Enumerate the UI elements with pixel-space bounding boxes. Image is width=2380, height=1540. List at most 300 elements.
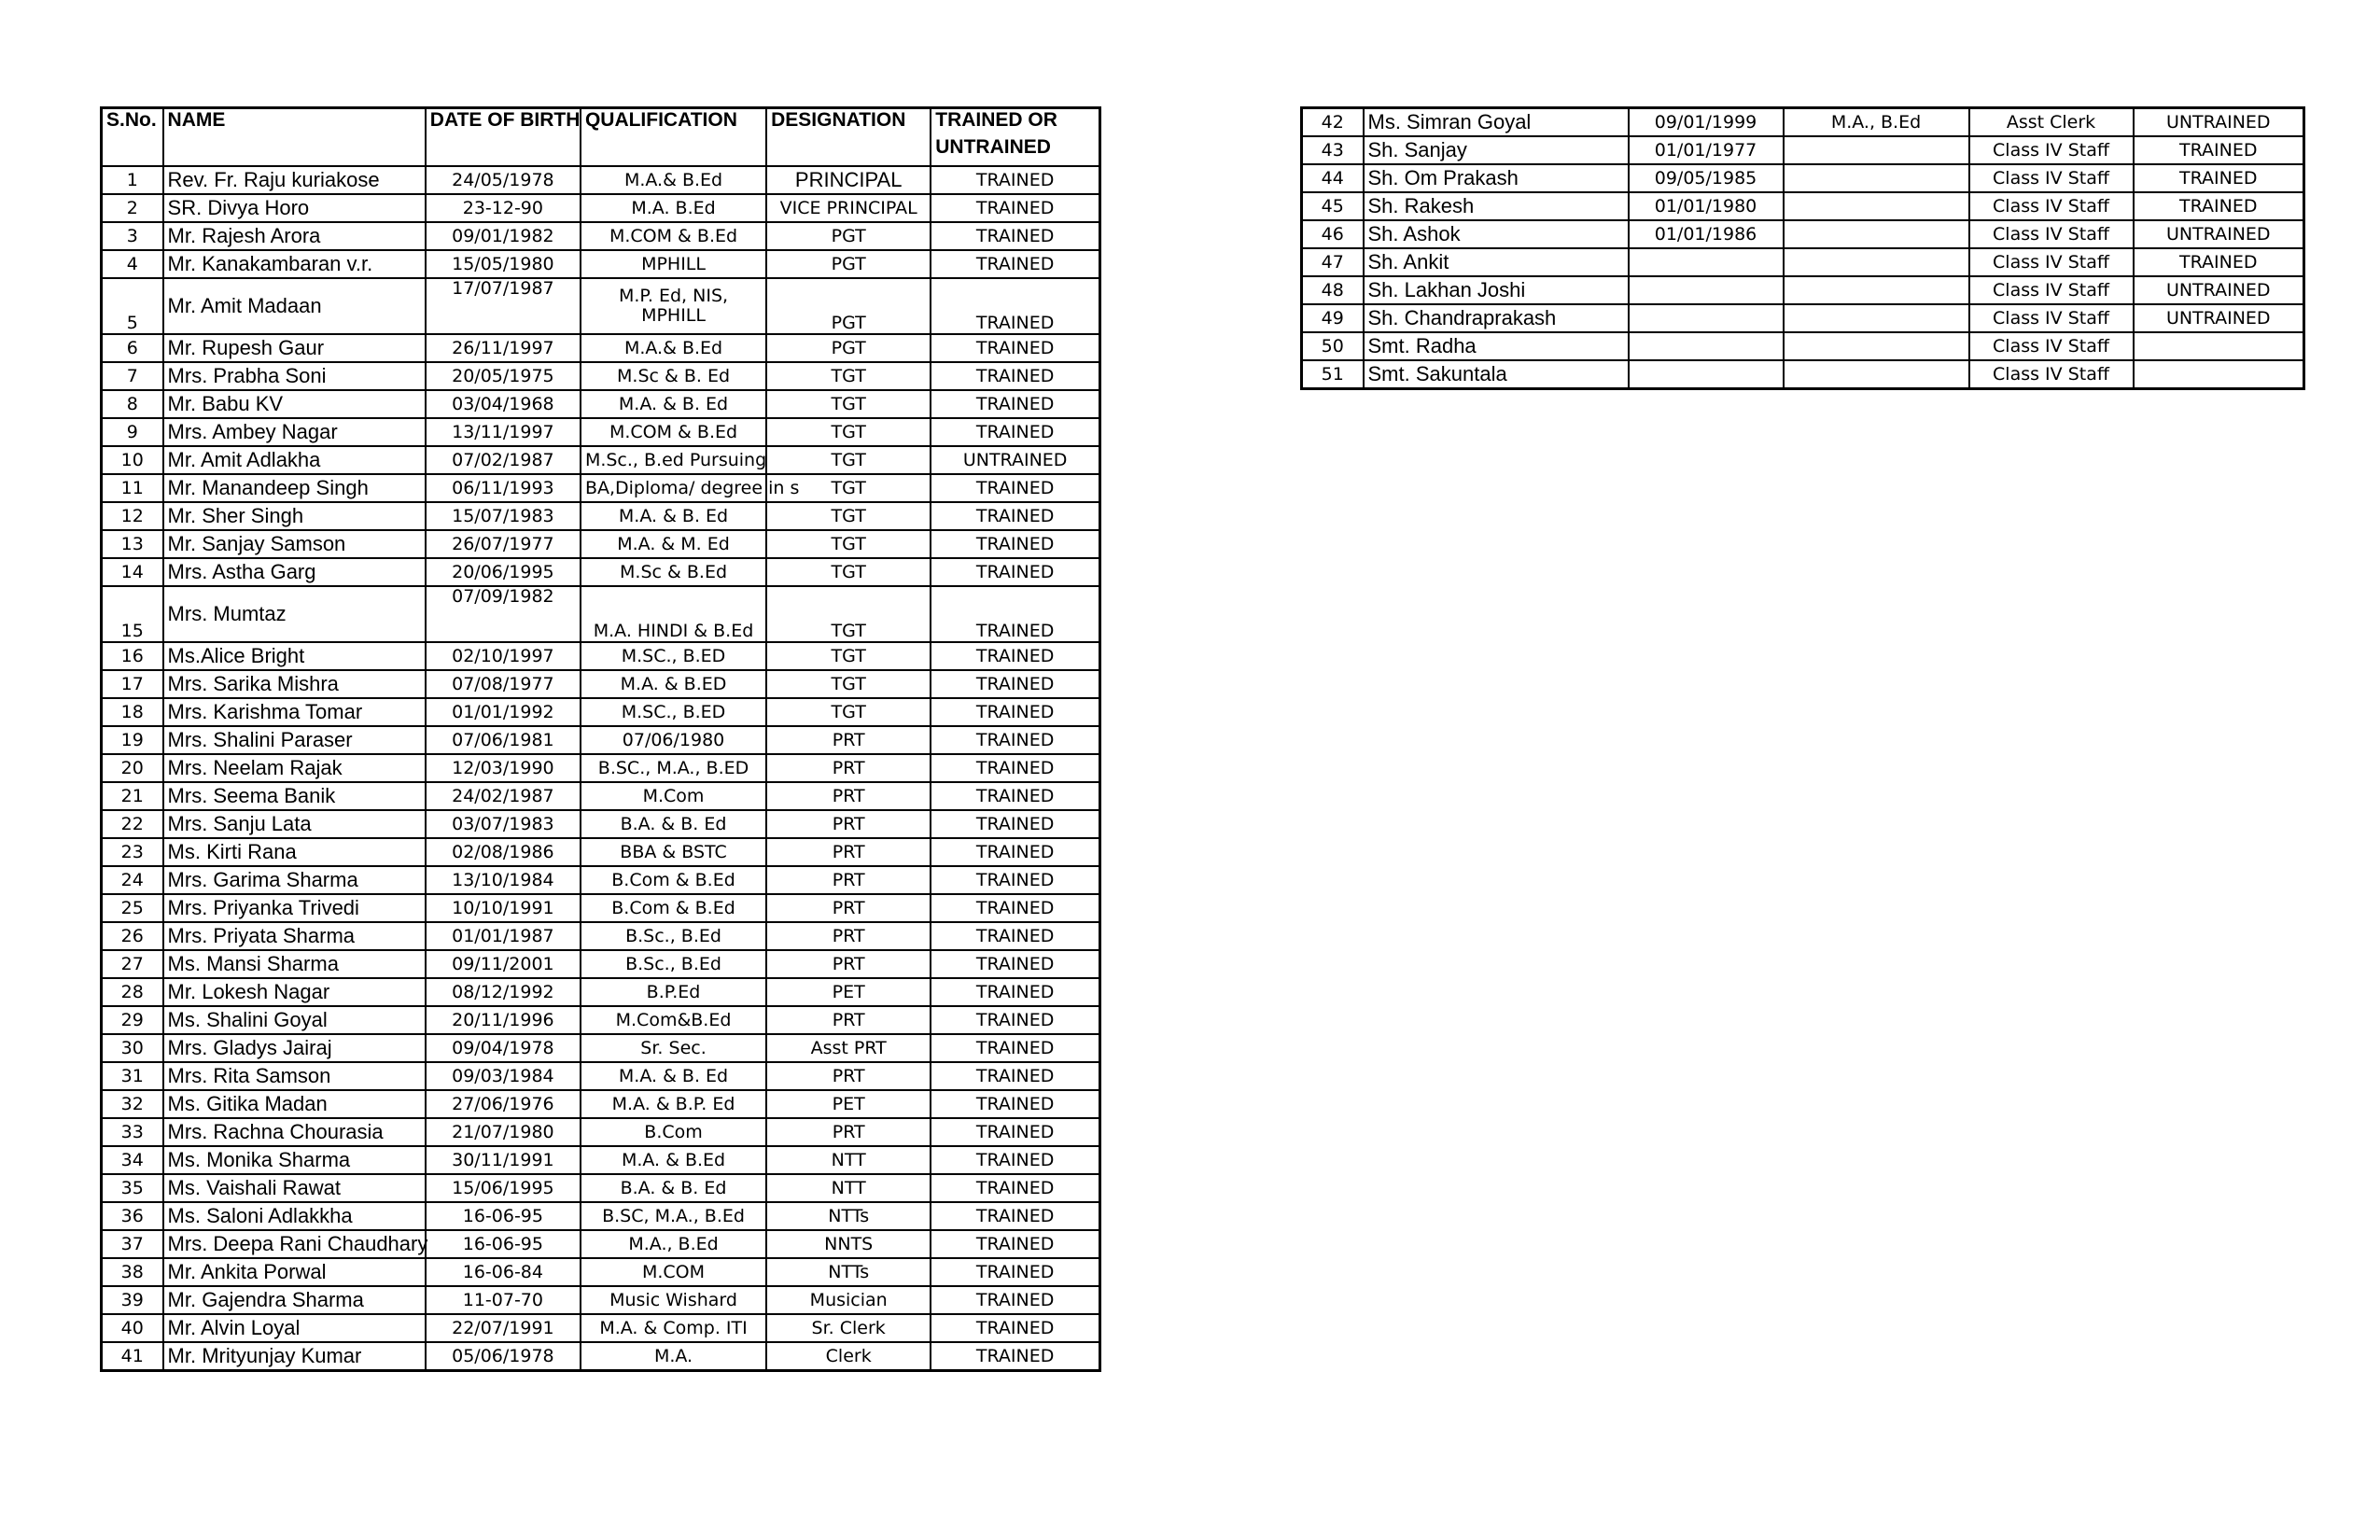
cell-qualification: B.SC, M.A., B.Ed — [581, 1202, 766, 1230]
cell-dob: 02/08/1986 — [426, 838, 581, 866]
cell-designation: TGT — [766, 642, 931, 670]
table-row — [102, 418, 1100, 446]
cell-sno: 1 — [102, 166, 163, 194]
cell-trained-status: TRAINED — [931, 1006, 1099, 1034]
cell-trained-status: TRAINED — [931, 250, 1099, 278]
cell-dob: 08/12/1992 — [426, 978, 581, 1006]
cell-trained-status: TRAINED — [2134, 248, 2304, 276]
cell-name: Ms. Kirti Rana — [163, 838, 426, 866]
cell-sno: 48 — [1302, 276, 1364, 304]
cell-sno: 20 — [102, 754, 163, 782]
cell-dob: 09/11/2001 — [426, 950, 581, 978]
cell-name: Mr. Sher Singh — [163, 502, 426, 530]
cell-designation: Class IV Staff — [1969, 192, 2134, 220]
cell-qualification: 07/06/1980 — [581, 726, 766, 754]
table-row — [102, 1146, 1100, 1174]
cell-trained-status: TRAINED — [931, 1258, 1099, 1286]
cell-trained-status: TRAINED — [931, 894, 1099, 922]
cell-name: Mrs. Astha Garg — [163, 558, 426, 586]
table-row — [102, 1090, 1100, 1118]
table-row — [1302, 304, 2304, 332]
cell-trained-status: TRAINED — [931, 866, 1099, 894]
cell-sno: 8 — [102, 390, 163, 418]
cell-sno: 40 — [102, 1314, 163, 1342]
cell-qualification: M.SC., B.ED — [581, 642, 766, 670]
header-trained-line1: TRAINED OR — [935, 109, 1057, 131]
table-row — [102, 1286, 1100, 1314]
cell-trained-status: TRAINED — [931, 194, 1099, 222]
cell-name: Smt. Radha — [1364, 332, 1629, 360]
cell-dob: 07/06/1981 — [426, 726, 581, 754]
cell-dob — [1629, 332, 1784, 360]
cell-designation: Musician — [766, 1286, 931, 1314]
cell-trained-status: TRAINED — [931, 390, 1099, 418]
cell-name: Smt. Sakuntala — [1364, 360, 1629, 389]
header-trained-line2: UNTRAINED — [935, 136, 1051, 159]
cell-trained-status: TRAINED — [931, 1314, 1099, 1342]
cell-dob: 10/10/1991 — [426, 894, 581, 922]
cell-sno: 29 — [102, 1006, 163, 1034]
cell-trained-status: TRAINED — [931, 558, 1099, 586]
cell-designation: TGT — [766, 418, 931, 446]
table-row — [102, 530, 1100, 558]
cell-sno: 44 — [1302, 164, 1364, 192]
cell-qualification: M.Sc & B.Ed — [581, 558, 766, 586]
cell-sno: 31 — [102, 1062, 163, 1090]
cell-qualification: M.Sc & B. Ed — [581, 362, 766, 390]
cell-designation: TGT — [766, 670, 931, 698]
cell-dob: 16-06-84 — [426, 1258, 581, 1286]
cell-sno: 30 — [102, 1034, 163, 1062]
cell-trained-status: TRAINED — [931, 1286, 1099, 1314]
cell-qualification: M.A., B.Ed — [581, 1230, 766, 1258]
cell-designation: Asst Clerk — [1969, 108, 2134, 137]
table-row — [1302, 360, 2304, 389]
cell-designation: TGT — [766, 362, 931, 390]
cell-designation: Class IV Staff — [1969, 220, 2134, 248]
cell-sno: 47 — [1302, 248, 1364, 276]
cell-designation: Class IV Staff — [1969, 304, 2134, 332]
cell-name: Mr. Lokesh Nagar — [163, 978, 426, 1006]
cell-sno: 19 — [102, 726, 163, 754]
cell-name: Mr. Amit Madaan — [163, 278, 426, 334]
cell-name: Ms.Alice Bright — [163, 642, 426, 670]
cell-name: Mrs. Shalini Paraser — [163, 726, 426, 754]
cell-name: Mrs. Seema Banik — [163, 782, 426, 810]
cell-name: Mr. Babu KV — [163, 390, 426, 418]
cell-sno: 3 — [102, 222, 163, 250]
cell-sno: 23 — [102, 838, 163, 866]
cell-dob: 01/01/1986 — [1629, 220, 1784, 248]
cell-dob: 15/06/1995 — [426, 1174, 581, 1202]
cell-sno: 42 — [1302, 108, 1364, 137]
cell-sno: 7 — [102, 362, 163, 390]
cell-name: Mr. Manandeep Singh — [163, 474, 426, 502]
table-row — [102, 782, 1100, 810]
cell-name: Mr. Amit Adlakha — [163, 446, 426, 474]
cell-name: Mr. Alvin Loyal — [163, 1314, 426, 1342]
cell-trained-status: TRAINED — [931, 502, 1099, 530]
cell-name: Ms. Saloni Adlakkha — [163, 1202, 426, 1230]
table-row — [102, 390, 1100, 418]
cell-name: Mr. Mrityunjay Kumar — [163, 1342, 426, 1371]
cell-trained-status: UNTRAINED — [2134, 220, 2304, 248]
cell-name: SR. Divya Horo — [163, 194, 426, 222]
cell-trained-status: TRAINED — [931, 222, 1099, 250]
table-row — [1302, 192, 2304, 220]
cell-sno: 38 — [102, 1258, 163, 1286]
cell-designation: PRT — [766, 754, 931, 782]
table-row — [102, 446, 1100, 474]
cell-sno: 50 — [1302, 332, 1364, 360]
cell-qualification: M.P. Ed, NIS, MPHILL — [581, 278, 766, 334]
cell-qualification — [1784, 220, 1969, 248]
cell-designation: PGT — [766, 250, 931, 278]
cell-designation: NTTs — [766, 1202, 931, 1230]
cell-trained-status: TRAINED — [931, 922, 1099, 950]
cell-designation: PRT — [766, 1118, 931, 1146]
cell-trained-status: UNTRAINED — [2134, 108, 2304, 137]
cell-dob — [1629, 248, 1784, 276]
cell-qualification: M.A. & M. Ed — [581, 530, 766, 558]
cell-sno: 11 — [102, 474, 163, 502]
cell-designation: TGT — [766, 390, 931, 418]
cell-sno: 15 — [102, 586, 163, 642]
cell-qualification: M.Com — [581, 782, 766, 810]
cell-trained-status: TRAINED — [931, 782, 1099, 810]
cell-designation: Class IV Staff — [1969, 332, 2134, 360]
cell-trained-status: UNTRAINED — [931, 446, 1099, 474]
cell-trained-status: TRAINED — [931, 670, 1099, 698]
table-row — [102, 474, 1100, 502]
cell-name: Mr. Ankita Porwal — [163, 1258, 426, 1286]
table-row — [102, 166, 1100, 194]
cell-dob: 03/04/1968 — [426, 390, 581, 418]
cell-qualification: B.Com & B.Ed — [581, 866, 766, 894]
cell-dob — [1629, 304, 1784, 332]
cell-designation: PRT — [766, 782, 931, 810]
cell-designation: TGT — [766, 558, 931, 586]
cell-qualification: M.COM & B.Ed — [581, 222, 766, 250]
cell-name: Mrs. Ambey Nagar — [163, 418, 426, 446]
cell-qualification: B.A. & B. Ed — [581, 1174, 766, 1202]
cell-sno: 25 — [102, 894, 163, 922]
table-row — [102, 558, 1100, 586]
cell-qualification: M.A. & B.Ed — [581, 1146, 766, 1174]
cell-trained-status: UNTRAINED — [2134, 276, 2304, 304]
cell-qualification: M.COM & B.Ed — [581, 418, 766, 446]
cell-qualification: BBA & BSTC — [581, 838, 766, 866]
cell-name: Mr. Rupesh Gaur — [163, 334, 426, 362]
cell-name: Sh. Ankit — [1364, 248, 1629, 276]
cell-trained-status: TRAINED — [931, 1090, 1099, 1118]
cell-dob: 15/07/1983 — [426, 502, 581, 530]
table-row — [1302, 248, 2304, 276]
cell-trained-status: TRAINED — [931, 754, 1099, 782]
table-row — [1302, 164, 2304, 192]
cell-dob: 16-06-95 — [426, 1202, 581, 1230]
cell-designation: NTT — [766, 1146, 931, 1174]
cell-dob: 13/11/1997 — [426, 418, 581, 446]
cell-trained-status: TRAINED — [931, 418, 1099, 446]
cell-designation: Class IV Staff — [1969, 276, 2134, 304]
cell-designation: VICE PRINCIPAL — [766, 194, 931, 222]
cell-sno: 27 — [102, 950, 163, 978]
table-row — [102, 950, 1100, 978]
cell-dob: 27/06/1976 — [426, 1090, 581, 1118]
cell-designation: TGT — [766, 502, 931, 530]
cell-sno: 32 — [102, 1090, 163, 1118]
cell-name: Sh. Chandraprakash — [1364, 304, 1629, 332]
cell-trained-status: TRAINED — [931, 1230, 1099, 1258]
cell-name: Mrs. Prabha Soni — [163, 362, 426, 390]
cell-trained-status: TRAINED — [931, 810, 1099, 838]
staff-table-right — [1300, 106, 2305, 390]
cell-qualification: M.A. & B. Ed — [581, 502, 766, 530]
cell-trained-status: TRAINED — [931, 978, 1099, 1006]
cell-sno: 9 — [102, 418, 163, 446]
cell-name: Sh. Om Prakash — [1364, 164, 1629, 192]
table-row — [102, 922, 1100, 950]
cell-name: Ms. Vaishali Rawat — [163, 1174, 426, 1202]
cell-designation: PET — [766, 1090, 931, 1118]
cell-trained-status — [2134, 332, 2304, 360]
cell-dob — [1629, 360, 1784, 389]
cell-qualification: M.A. — [581, 1342, 766, 1371]
table-row — [102, 754, 1100, 782]
cell-trained-status: TRAINED — [931, 334, 1099, 362]
cell-sno: 16 — [102, 642, 163, 670]
table-row — [102, 670, 1100, 698]
cell-sno: 5 — [102, 278, 163, 334]
staff-table-left — [100, 106, 1101, 1372]
cell-designation: NNTS — [766, 1230, 931, 1258]
cell-name: Ms. Gitika Madan — [163, 1090, 426, 1118]
cell-designation: Class IV Staff — [1969, 164, 2134, 192]
cell-dob: 03/07/1983 — [426, 810, 581, 838]
cell-name: Mrs. Priyata Sharma — [163, 922, 426, 950]
cell-name: Mrs. Gladys Jairaj — [163, 1034, 426, 1062]
table-row — [1302, 332, 2304, 360]
cell-qualification: M.A., B.Ed — [1784, 108, 1969, 137]
cell-name: Sh. Ashok — [1364, 220, 1629, 248]
table-row — [102, 194, 1100, 222]
cell-designation: PRINCIPAL — [766, 166, 931, 194]
cell-sno: 34 — [102, 1146, 163, 1174]
table-row — [102, 362, 1100, 390]
cell-trained-status: TRAINED — [931, 642, 1099, 670]
cell-sno: 22 — [102, 810, 163, 838]
cell-sno: 6 — [102, 334, 163, 362]
cell-sno: 12 — [102, 502, 163, 530]
cell-designation: NTTs — [766, 1258, 931, 1286]
cell-trained-status: TRAINED — [931, 838, 1099, 866]
table-row — [102, 1062, 1100, 1090]
cell-dob: 02/10/1997 — [426, 642, 581, 670]
cell-qualification: B.SC., M.A., B.ED — [581, 754, 766, 782]
table-row — [102, 866, 1100, 894]
cell-name: Mrs. Deepa Rani Chaudhary — [163, 1230, 426, 1258]
cell-qualification: M.A. & B. Ed — [581, 390, 766, 418]
cell-trained-status: TRAINED — [931, 1118, 1099, 1146]
table-row — [102, 1202, 1100, 1230]
cell-designation: PGT — [766, 278, 931, 334]
table-row — [102, 250, 1100, 278]
cell-sno: 24 — [102, 866, 163, 894]
cell-qualification: BA,Diploma/ degree in s — [581, 474, 766, 502]
cell-trained-status: TRAINED — [931, 1174, 1099, 1202]
header-dob: DATE OF BIRTH — [426, 108, 581, 167]
cell-designation: PRT — [766, 1006, 931, 1034]
cell-designation: PGT — [766, 222, 931, 250]
cell-qualification: B.P.Ed — [581, 978, 766, 1006]
cell-designation: PET — [766, 978, 931, 1006]
cell-dob: 21/07/1980 — [426, 1118, 581, 1146]
table-row — [102, 894, 1100, 922]
table-row — [102, 1342, 1100, 1371]
cell-name: Mrs. Garima Sharma — [163, 866, 426, 894]
cell-trained-status: TRAINED — [931, 1202, 1099, 1230]
cell-name: Ms. Mansi Sharma — [163, 950, 426, 978]
table-row — [102, 642, 1100, 670]
cell-sno: 46 — [1302, 220, 1364, 248]
cell-designation: TGT — [766, 474, 931, 502]
cell-qualification: M.A.& B.Ed — [581, 166, 766, 194]
cell-designation: Asst PRT — [766, 1034, 931, 1062]
cell-designation: TGT — [766, 586, 931, 642]
header-qualification: QUALIFICATION — [581, 108, 766, 167]
cell-name: Mrs. Priyanka Trivedi — [163, 894, 426, 922]
cell-designation: PRT — [766, 1062, 931, 1090]
cell-name: Mr. Gajendra Sharma — [163, 1286, 426, 1314]
cell-name: Sh. Lakhan Joshi — [1364, 276, 1629, 304]
table-row — [102, 978, 1100, 1006]
cell-trained-status: TRAINED — [931, 166, 1099, 194]
cell-dob: 12/03/1990 — [426, 754, 581, 782]
cell-dob — [1629, 276, 1784, 304]
cell-dob: 11-07-70 — [426, 1286, 581, 1314]
header-trained — [931, 108, 1099, 167]
table-row — [102, 222, 1100, 250]
cell-qualification: M.A. & Comp. ITI — [581, 1314, 766, 1342]
cell-designation: NTT — [766, 1174, 931, 1202]
cell-qualification — [1784, 192, 1969, 220]
cell-designation: Class IV Staff — [1969, 360, 2134, 389]
cell-sno: 35 — [102, 1174, 163, 1202]
cell-dob: 09/01/1982 — [426, 222, 581, 250]
cell-qualification — [1784, 136, 1969, 164]
cell-qualification: M.A. & B.P. Ed — [581, 1090, 766, 1118]
cell-dob: 23-12-90 — [426, 194, 581, 222]
cell-trained-status: TRAINED — [931, 1034, 1099, 1062]
cell-qualification: M.A.& B.Ed — [581, 334, 766, 362]
table-row — [102, 586, 1100, 642]
cell-sno: 4 — [102, 250, 163, 278]
cell-name: Sh. Sanjay — [1364, 136, 1629, 164]
table-row — [102, 838, 1100, 866]
cell-trained-status: TRAINED — [931, 530, 1099, 558]
cell-qualification: B.Com — [581, 1118, 766, 1146]
table-row — [1302, 276, 2304, 304]
cell-dob: 01/01/1992 — [426, 698, 581, 726]
cell-sno: 41 — [102, 1342, 163, 1371]
cell-dob: 20/05/1975 — [426, 362, 581, 390]
cell-designation: TGT — [766, 446, 931, 474]
cell-qualification: MPHILL — [581, 250, 766, 278]
cell-designation: Clerk — [766, 1342, 931, 1371]
cell-qualification — [1784, 332, 1969, 360]
cell-designation: PRT — [766, 866, 931, 894]
table-row — [102, 1174, 1100, 1202]
cell-trained-status: TRAINED — [931, 698, 1099, 726]
cell-trained-status: TRAINED — [931, 278, 1099, 334]
cell-sno: 17 — [102, 670, 163, 698]
cell-name: Mrs. Sarika Mishra — [163, 670, 426, 698]
cell-name: Mrs. Rachna Chourasia — [163, 1118, 426, 1146]
table-row — [102, 1230, 1100, 1258]
table-row — [1302, 108, 2304, 137]
table-row — [102, 1258, 1100, 1286]
cell-designation: TGT — [766, 530, 931, 558]
cell-qualification: M.A. B.Ed — [581, 194, 766, 222]
cell-qualification: M.Sc., B.ed Pursuing — [581, 446, 766, 474]
cell-dob: 20/11/1996 — [426, 1006, 581, 1034]
cell-sno: 14 — [102, 558, 163, 586]
cell-dob: 09/04/1978 — [426, 1034, 581, 1062]
cell-name: Mr. Kanakambaran v.r. — [163, 250, 426, 278]
table-row — [102, 1118, 1100, 1146]
table-row — [102, 334, 1100, 362]
cell-sno: 39 — [102, 1286, 163, 1314]
cell-sno: 33 — [102, 1118, 163, 1146]
cell-trained-status: TRAINED — [931, 950, 1099, 978]
header-designation: DESIGNATION — [766, 108, 931, 167]
cell-name: Mrs. Karishma Tomar — [163, 698, 426, 726]
cell-qualification — [1784, 164, 1969, 192]
cell-name: Mrs. Mumtaz — [163, 586, 426, 642]
cell-designation: Sr. Clerk — [766, 1314, 931, 1342]
cell-name: Rev. Fr. Raju kuriakose — [163, 166, 426, 194]
cell-name: Ms. Monika Sharma — [163, 1146, 426, 1174]
cell-qualification — [1784, 304, 1969, 332]
cell-sno: 43 — [1302, 136, 1364, 164]
cell-qualification: M.A. & B. Ed — [581, 1062, 766, 1090]
cell-dob: 24/05/1978 — [426, 166, 581, 194]
cell-dob: 22/07/1991 — [426, 1314, 581, 1342]
cell-qualification — [1784, 360, 1969, 389]
cell-qualification: Sr. Sec. — [581, 1034, 766, 1062]
cell-trained-status: TRAINED — [2134, 136, 2304, 164]
cell-designation: PRT — [766, 950, 931, 978]
cell-trained-status: TRAINED — [2134, 164, 2304, 192]
cell-trained-status: TRAINED — [931, 1342, 1099, 1371]
cell-qualification: B.A. & B. Ed — [581, 810, 766, 838]
cell-qualification: M.A. HINDI & B.Ed — [581, 586, 766, 642]
cell-name: Mrs. Sanju Lata — [163, 810, 426, 838]
cell-sno: 21 — [102, 782, 163, 810]
cell-qualification — [1784, 276, 1969, 304]
cell-qualification: M.COM — [581, 1258, 766, 1286]
cell-dob: 05/06/1978 — [426, 1342, 581, 1371]
cell-trained-status: TRAINED — [931, 1146, 1099, 1174]
cell-qualification: B.Com & B.Ed — [581, 894, 766, 922]
cell-trained-status: TRAINED — [931, 1062, 1099, 1090]
table-row — [102, 1314, 1100, 1342]
cell-designation: Class IV Staff — [1969, 136, 2134, 164]
cell-name: Mr. Rajesh Arora — [163, 222, 426, 250]
cell-dob: 09/03/1984 — [426, 1062, 581, 1090]
cell-sno: 36 — [102, 1202, 163, 1230]
